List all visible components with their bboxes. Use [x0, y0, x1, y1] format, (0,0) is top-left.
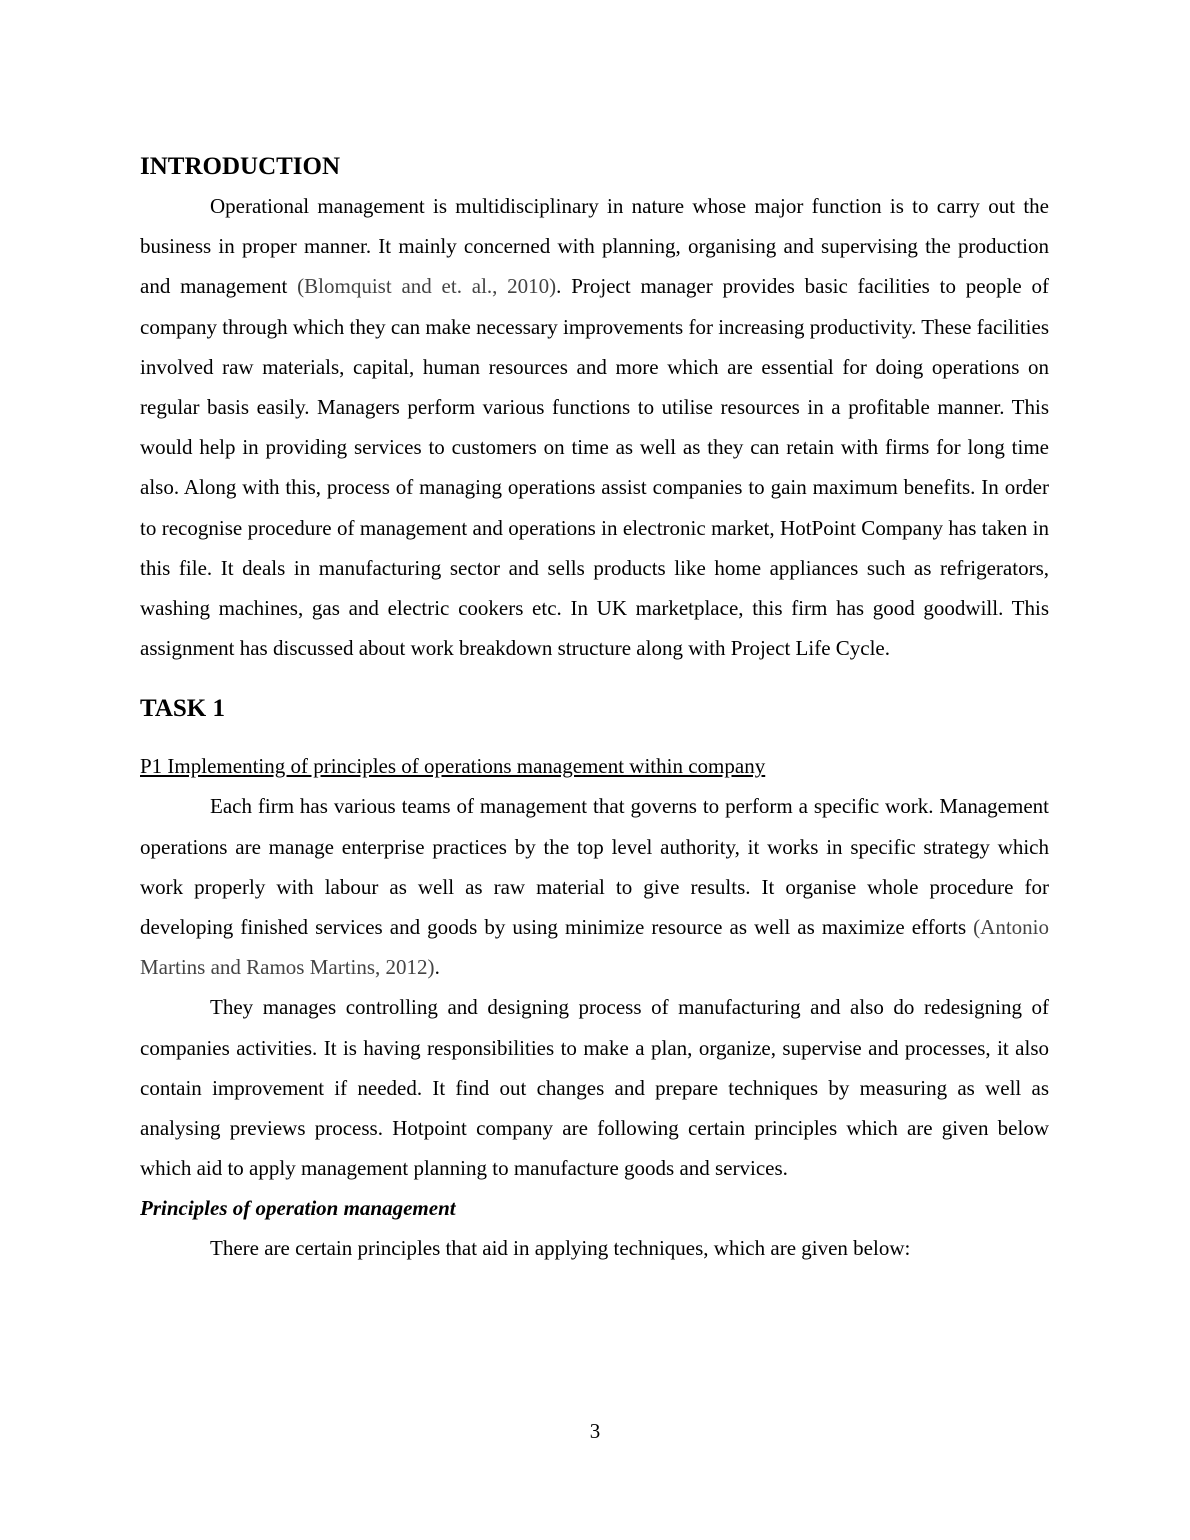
principles-heading: Principles of operation management: [140, 1196, 456, 1221]
introduction-paragraph: [140, 186, 1049, 668]
task1-heading: TASK 1: [140, 695, 225, 723]
task1-paragraph-1: [140, 786, 1049, 987]
intro-text-part-1: Operational management is multidisciplinary in nature whose major function is to carry out the business in proper manner. It mainly concerned with planning, organising and supervising the production and management: [140, 194, 1049, 299]
page-content: [140, 148, 1049, 1269]
task1-subheading: P1 Implementing of principles of operations management within company: [140, 754, 766, 779]
task1-paragraph-2: They manages controlling and designing process of manufacturing and also do redesigning of companies activities. It is having responsibilities to make a plan, organize, supervise and processes, it also contain improvement if needed. It find out changes and prepare techniques by measuring as well as analysing previews process. Hotpoint company are following certain principles which are given below which aid to apply management planning to manufacture goods and services.: [140, 995, 1049, 1181]
task1-citation: (Antonio Martins and Ramos Martins, 2012): [140, 915, 1049, 980]
intro-citation: (Blomquist and et. al., 2010): [297, 274, 557, 299]
task1-p1-text-part-1: Each firm has various teams of management that governs to perform a specific work. Management operations are manage enterprise practices by the top level authority, it works in specific strategy which work properly with labour as well as raw material to give results. It organise whole procedure for developing finished services and goods by using minimize resource as well as maximize efforts: [140, 794, 1049, 940]
intro-text-part-2: . Project manager provides basic facilities to people of company through which they can make necessary improvements for increasing productivity. These facilities involved raw materials, capital, human resources and more which are essential for doing operations on regular basis easily. Managers perform various functions to utilise resources in a profitable manner. This would help in providing services to customers on time as well as they can retain with firms for long time also. Along with this, process of managing operations assist companies to gain maximum benefits. In order to recognise procedure of management and operations in electronic market, HotPoint Company has taken in this file. It deals in manufacturing sector and sells products like home appliances such as refrigerators, washing machines, gas and electric cookers etc. In UK marketplace, this firm has good goodwill. This assignment has discussed about work breakdown structure along with Project Life Cycle.: [140, 274, 1049, 661]
introduction-heading: INTRODUCTION: [140, 153, 341, 180]
page-number: 3: [589, 1419, 601, 1443]
task1-paragraph-3: There are certain principles that aid in applying techniques, which are given below:: [210, 1236, 911, 1261]
task1-p1-text-part-2: .: [434, 955, 440, 980]
